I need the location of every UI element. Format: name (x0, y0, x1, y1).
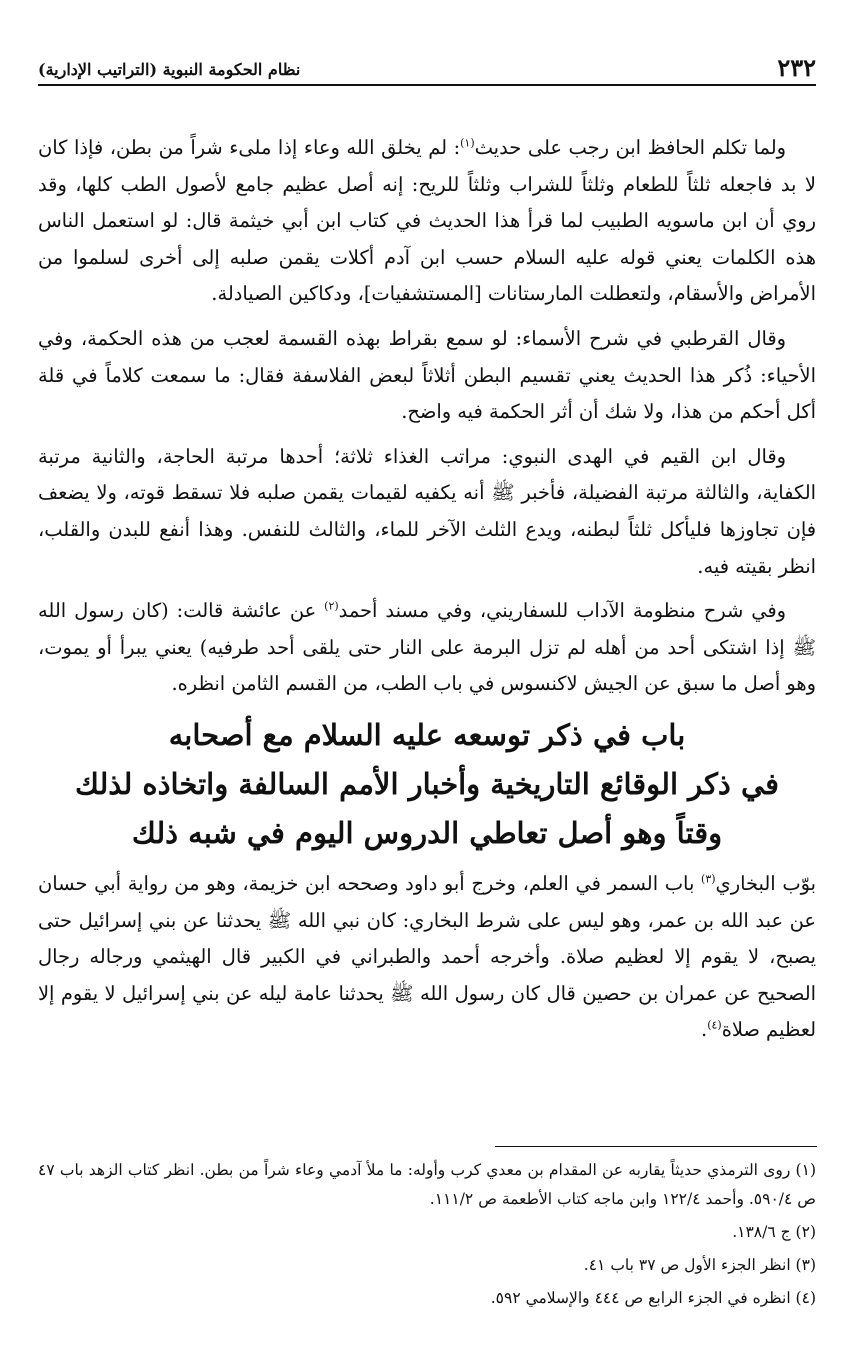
chapter-heading-line-2: في ذكر الوقائع التاريخية وأخبار الأمم السالفة واتخاذه لذلك (75, 766, 779, 801)
running-header (38, 54, 816, 86)
footnote-ref-3[interactable]: (٣) (701, 872, 716, 886)
paragraph-text: باب السمر في العلم، وخرج أبو داود وصححه ابن خزيمة، وهو من رواية أبي حسان عن عبد الله بن عمر، وهو ليس على شرط البخاري: كان نبي الله ﷺ يحدثنا عن بني إسرائيل حتى يصبح، لا يقوم إلا لعظيم صلاة. وأخرجه أحمد والطبراني في الكبير قال الهيثمي ورجاله رجال الصحيح عن عمران بن حصين قال كان رسول الله ﷺ يحدثنا عامة ليله عن بني إسرائيل لا يقوم إلا لعظيم صلاة (38, 871, 816, 1042)
paragraph-text: وفي شرح منظومة الآداب للسفاريني، وفي مسند أحمد (338, 599, 786, 623)
paragraph-1 (38, 130, 816, 313)
footnotes (38, 1156, 816, 1317)
paragraph-text: عن عائشة قالت: (كان رسول الله ﷺ إذا اشتكى أحد من أهله لم تزل البرمة على النار حتى يلقى أحد طرفيه) يعني يبرأ أو يموت، وهو أصل ما سبق عن الجيش لاكنسوس في باب الطب، من القسم الثامن انظره. (38, 599, 816, 696)
footnote-ref-1[interactable]: (١) (460, 136, 475, 150)
footnote-2: (٢) ج ١٣٨/٦. (732, 1223, 816, 1241)
paragraph-2 (38, 321, 816, 431)
footnote-3: (٣) انظر الجزء الأول ص ٣٧ باب ٤١. (583, 1256, 816, 1274)
paragraph-text: وقال القرطبي في شرح الأسماء: لو سمع بقراط بهذه القسمة لعجب من هذه الحكمة، وفي الأحياء: ذُكر هذا الحديث يعني تقسيم البطن أثلاثاً لبعض الفلاسفة فقال: ما سمعت كلاماً في قلة أكل أحكم من هذا، ولا شك أن أثر الحكمة فيه واضح. (38, 326, 816, 424)
footnote-1: (١) روى الترمذي حديثاً يقاربه عن المقدام بن معدي كرب وأوله: ما ملأ آدمي وعاء شراً من بطن. انظر كتاب الزهد باب ٤٧ ص ٥٩٠/٤. وأحمد ١٢٢/٤ وابن ماجه كتاب الأطعمة ص ١١١/٢. (38, 1161, 816, 1208)
paragraph-4 (38, 593, 816, 703)
paragraph-text: : لم يخلق الله وعاء إذا ملىء شراً من بطن، فإذا كان لا بد فاجعله ثلثاً للطعام وثلثاً للشراب وثلثاً للريح: إنه أصل عظيم جامع لأصول الطب كلها، وقد روي أن ابن ماسويه الطبيب لما قرأ هذا الحديث في كتاب ابن أبي خيثمة قال: لو استعمل الناس هذه الكلمات يعني قوله عليه السلام حسب ابن آدم أكلات يقمن صلبه إلى أخرى لسلموا من الأمراض والأسقام، ولتعطلت المارستانات [المستشفيات]، ودكاكين الصيادلة. (38, 136, 816, 306)
paragraph-5 (38, 866, 816, 1049)
paragraph-3 (38, 439, 816, 585)
main-text (38, 130, 816, 1057)
page-number: ٢٣٢ (777, 53, 816, 82)
footnote-divider (495, 1146, 817, 1147)
running-title: نظام الحكومة النبوية (التراتيب الإدارية) (38, 60, 301, 79)
paragraph-text: وقال ابن القيم في الهدى النبوي: مراتب الغذاء ثلاثة؛ أحدها مرتبة الحاجة، والثانية مرتبة الكفاية، والثالثة مرتبة الفضيلة، فأخبر ﷺ أنه يكفيه لقيمات يقمن صلبه فلا تسقط قوته، ولا يضعف فإن تجاوزها فليأكل ثلثاً لبطنه، ويدع الثلث الآخر للماء، والثالث للنفس. وهذا أنفع للبدن والقلب، انظر بقيته فيه. (38, 444, 816, 578)
footnote-4: (٤) انظره في الجزء الرابع ص ٤٤٤ والإسلامي ٥٩٢. (490, 1289, 816, 1307)
chapter-heading-line-3: وقتاً وهو أصل تعاطي الدروس اليوم في شبه ذلك (131, 815, 723, 850)
paragraph-text: . (701, 1018, 708, 1042)
chapter-heading (38, 711, 816, 858)
chapter-heading-line-1: باب في ذكر توسعه عليه السلام مع أصحابه (168, 717, 686, 752)
paragraph-text: بوّب البخاري (715, 871, 816, 895)
footnote-ref-4[interactable]: (٤) (707, 1018, 722, 1032)
paragraph-text: ولما تكلم الحافظ ابن رجب على حديث (474, 136, 786, 159)
footnote-ref-2[interactable]: (٢) (324, 599, 339, 613)
